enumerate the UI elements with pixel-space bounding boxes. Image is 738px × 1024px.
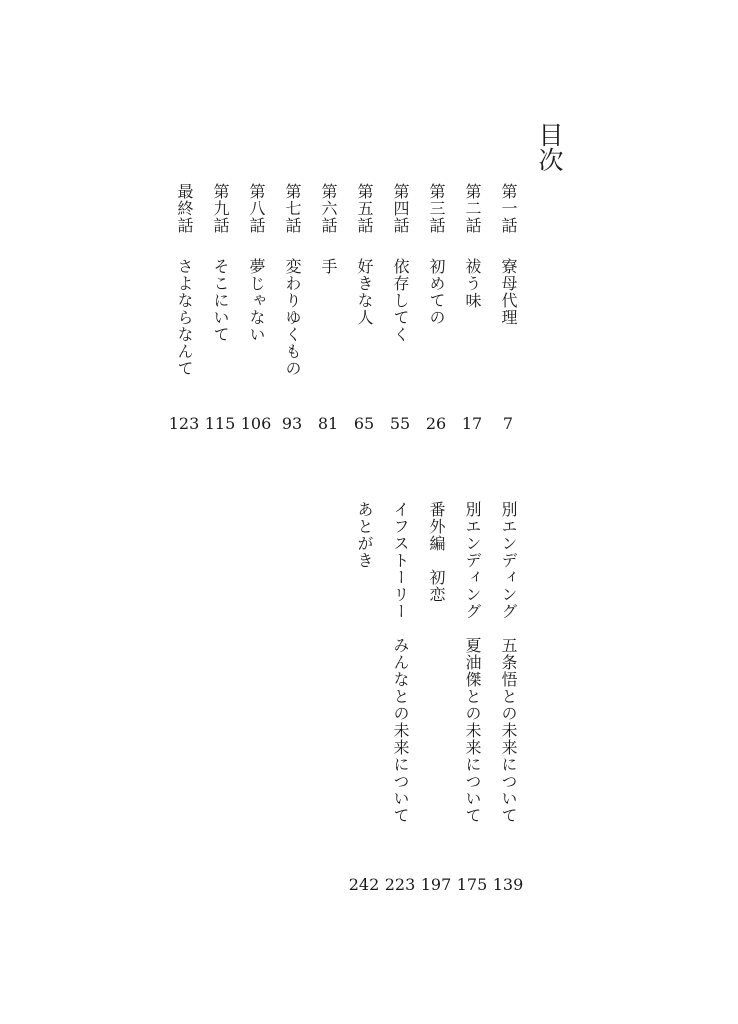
page-title: 目次: [535, 122, 564, 172]
page-number: 65: [353, 414, 375, 433]
page-number: 223: [384, 875, 416, 894]
page-number: 55: [389, 414, 411, 433]
page-number: 197: [420, 875, 452, 894]
page-number: 106: [240, 414, 272, 433]
page-number: 242: [348, 875, 380, 894]
chapter-label: 第二話: [463, 183, 482, 234]
extra-title: イフストーリー みんなとの未来について: [391, 501, 410, 824]
chapter-label: 第七話: [283, 183, 302, 234]
extra-title: 別エンディング 五条悟との未来について: [499, 501, 518, 824]
chapter-title: さよならなんて: [175, 258, 194, 377]
chapter-title: 変わりゆくもの: [283, 258, 302, 377]
page-number: 139: [492, 875, 524, 894]
page-number: 123: [168, 414, 200, 433]
chapter-label: 第八話: [247, 183, 266, 234]
page-number: 26: [425, 414, 447, 433]
chapter-label: 最終話: [175, 183, 194, 234]
page-number: 115: [204, 414, 236, 433]
page-number: 81: [317, 414, 339, 433]
extra-title: 番外編 初恋: [427, 501, 446, 603]
chapter-title: 初めての: [427, 258, 446, 326]
chapter-title: 夢じゃない: [247, 258, 266, 343]
chapter-label: 第九話: [211, 183, 230, 234]
chapter-title: そこにいて: [211, 258, 230, 343]
chapter-label: 第一話: [499, 183, 518, 234]
chapter-label: 第三話: [427, 183, 446, 234]
extra-title: 別エンディング 夏油傑との未来について: [463, 501, 482, 824]
chapter-title: 祓う味: [463, 258, 482, 309]
chapter-title: 依存してく: [391, 258, 410, 343]
chapter-label: 第四話: [391, 183, 410, 234]
extra-title: あとがき: [355, 501, 374, 569]
chapter-title: 好きな人: [355, 258, 374, 326]
page-number: 175: [456, 875, 488, 894]
chapter-title: 寮母代理: [499, 258, 518, 326]
page-number: 7: [502, 414, 514, 433]
chapter-label: 第六話: [319, 183, 338, 234]
chapter-label: 第五話: [355, 183, 374, 234]
page-number: 17: [461, 414, 483, 433]
chapter-title: 手: [319, 258, 338, 275]
page-number: 93: [281, 414, 303, 433]
